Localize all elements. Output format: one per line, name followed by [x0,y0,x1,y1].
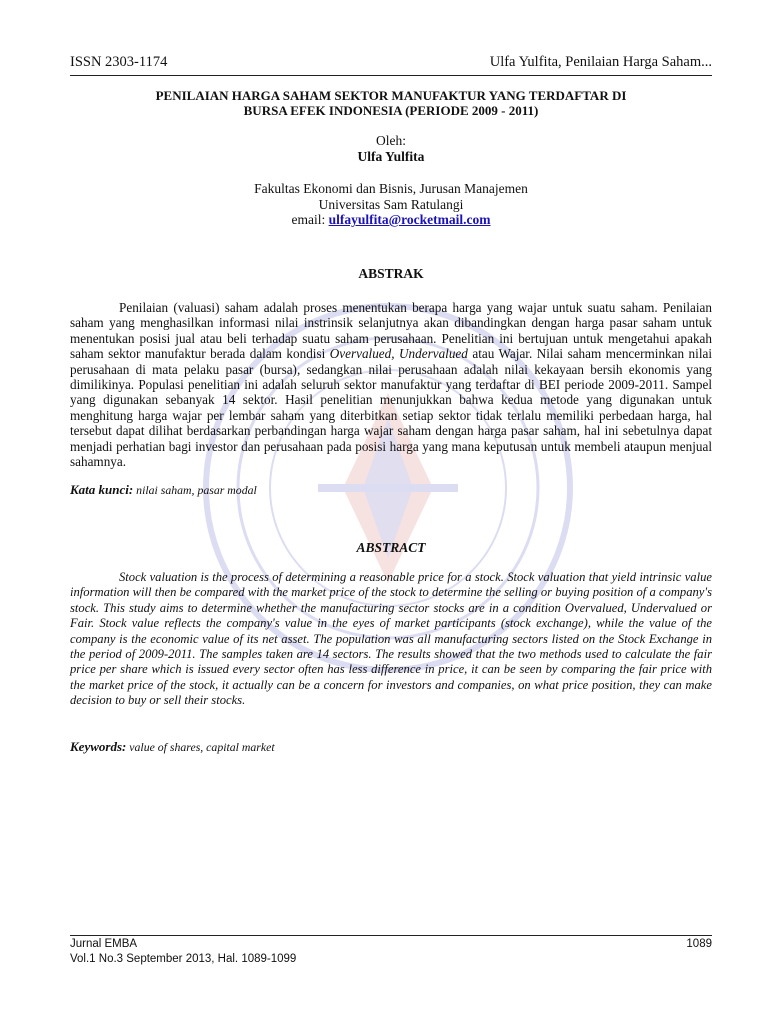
abstrak-text-part-1: Penilaian (valuasi) saham adalah proses menentukan berapa harga yang wajar untuk suatu saham. Penilaian saham yang menghasilkan informasi nilai instrinsik selanjutnya akan dibandingkan dengan harga pasar saham untuk menentukan posisi jual atau beli terhadap suatu saham perusahaan. Penelitian ini bertujuan untuk mengetahui apakah saham sektor manufaktur berada dalam kondisi [70,300,712,362]
abstrak-text-part-2: atau Wajar. Nilai saham mencerminkan nilai perusahaan di mata pelaku pasar (bursa), sedangkan nilai perusahaan adalah nilai kekayaan bersih ekonomis yang dimilikinya. Populasi penelitian ini adalah seluruh sektor manufaktur yang terdaftar di BEI periode 2009-2011. Sampel yang digunakan sebanyak 14 sektor. Hasil penelitian menunjukkan bahwa kedua metode yang digunakan untuk menghitung harga wajar per lembar saham yang diterbitkan setiap sektor tidak terlalu memiliki perbedaan harga, hal tersebut dapat dilihat berdasarkan perbandingan harga wajar saham dengan harga pasar saham, hal ini sebetulnya dapat menjadi perhatian bagi investor dan perusahaan pada posisi harga yang mana keputusan untuk membeli ataupun menjual sahamnya. [70,346,712,470]
page-number: 1089 [686,938,712,950]
email-line [70,212,712,228]
by-label: Oleh: [376,133,406,148]
abstrak-heading: ABSTRAK [358,266,424,281]
keywords [70,739,712,755]
kata-kunci-label: Kata kunci: [70,482,134,497]
volume-info: Vol.1 No.3 September 2013, Hal. 1089-1099 [70,953,297,965]
paper-title-line-1: PENILAIAN HARGA SAHAM SEKTOR MANUFAKTUR YANG TERDAFTAR DI [155,88,627,103]
page-footer [70,938,712,950]
running-title: Ulfa Yulfita, Penilaian Harga Saham... [489,54,712,70]
kata-kunci [70,482,712,498]
header-divider [70,75,712,76]
author-name: Ulfa Yulfita [357,148,425,164]
abstract-body: Stock valuation is the process of determining a reasonable price for a stock. Stock valuation that yield intrinsic value information will then be compared with the market price of the stock to determine the selling or buying position of a company's stock. This study aims to determine whether the manufacturing sector stocks are in a condition Overvalued, Undervalued or Fair. Stock value reflects the company's value in the eyes of market participants (stock exchange), while the value of the company is the economic value of its net asset. The population was all manufacturing sectors listed on the Stock Exchange in the period of 2009-2011. The samples taken are 14 sectors. The results showed that the two methods used to calculate the fair price per share which is issued every sector often has less difference in price, it can be seen by comparing the fair price with the market price of the stock, it actually can be a concern for investors and companies, on what price position, they can make decision to buy or sell their stocks. [70,570,712,708]
page-header [70,54,712,71]
affiliation [70,181,712,228]
abstrak-text-italic: Overvalued, Undervalued [329,346,468,362]
author-block [70,133,712,164]
journal-name: Jurnal EMBA [70,938,138,950]
kata-kunci-value: nilai saham, pasar modal [133,483,257,497]
faculty: Fakultas Ekonomi dan Bisnis, Jurusan Manajemen [254,181,528,196]
email-link[interactable]: ulfayulfita@rocketmail.com [328,212,491,227]
keywords-value: value of shares, capital market [126,740,275,754]
issn-label: ISSN 2303-1174 [70,54,168,70]
footer-divider [70,935,712,936]
abstract-heading: ABSTRACT [356,540,426,555]
paper-title [70,88,712,118]
university: Universitas Sam Ratulangi [318,196,464,212]
email-label: email: [291,212,329,227]
page-footer-volume [70,953,712,965]
keywords-label: Keywords: [70,739,127,754]
paper-title-line-2: BURSA EFEK INDONESIA (PERIODE 2009 - 2011) [243,103,539,118]
abstrak-body [70,300,712,469]
